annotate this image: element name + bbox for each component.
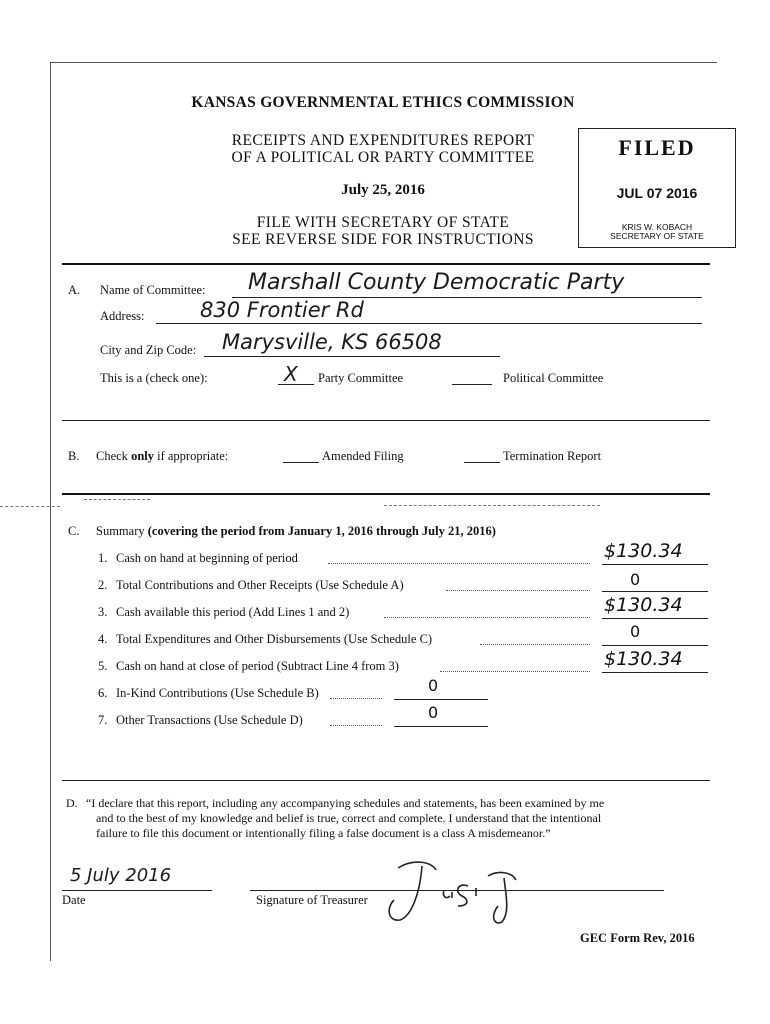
- termination-report-option: Termination Report: [503, 449, 602, 463]
- line-7-amount[interactable]: 0: [428, 703, 439, 722]
- amount-line: [602, 591, 708, 592]
- termination-check-line[interactable]: [464, 462, 500, 463]
- line-2-amount[interactable]: 0: [630, 570, 641, 589]
- amount-line: [394, 726, 488, 727]
- scan-mark: [384, 505, 600, 506]
- line-text: Cash on hand at close of period (Subtract Line 4 from 3): [116, 659, 399, 673]
- line-3-amount[interactable]: $130.34: [604, 594, 683, 616]
- file-instruction-line1: FILE WITH SECRETARY OF STATE: [256, 214, 510, 231]
- report-title-line2: OF A POLITICAL OR PARTY COMMITTEE: [231, 149, 535, 166]
- line-6-amount[interactable]: 0: [428, 676, 439, 695]
- amount-line: [602, 645, 708, 646]
- address-label: Address:: [100, 309, 145, 323]
- line-5-amount[interactable]: $130.34: [604, 648, 683, 670]
- report-date: July 25, 2016: [341, 182, 425, 198]
- amount-line: [602, 618, 708, 619]
- signature-date-value[interactable]: 5 July 2016: [70, 865, 172, 886]
- summary-heading: [96, 524, 496, 539]
- file-instruction-line2: SEE REVERSE SIDE FOR INSTRUCTIONS: [232, 231, 534, 248]
- political-check-line[interactable]: [452, 384, 492, 385]
- signature-line: [250, 890, 664, 891]
- date-label: Date: [62, 893, 86, 907]
- section-divider: [62, 420, 710, 421]
- leader-dots: [328, 563, 590, 564]
- amended-filing-option: Amended Filing: [322, 449, 404, 463]
- party-committee-option: Party Committee: [318, 371, 404, 385]
- line-4-amount[interactable]: 0: [630, 622, 641, 641]
- stamp-title: SECRETARY OF STATE: [610, 231, 704, 241]
- declaration-line2: and to the best of my knowledge and belief is true, correct and complete. I understand that the intentional: [96, 811, 602, 825]
- signature-label: Signature of Treasurer: [256, 893, 368, 907]
- section-d-letter: D.: [66, 796, 78, 810]
- stamp-date: JUL 07 2016: [616, 185, 698, 201]
- leader-dots: [384, 617, 590, 618]
- line-number: 3.: [98, 605, 108, 619]
- filed-stamp: [578, 128, 736, 248]
- committee-type-label: This is a (check one):: [100, 371, 208, 385]
- line-text: Total Contributions and Other Receipts (Use Schedule A): [116, 578, 404, 592]
- section-divider: [62, 780, 710, 781]
- scan-mark: [0, 506, 60, 507]
- section-divider: [62, 263, 710, 265]
- leader-dots: [330, 725, 382, 726]
- line-number: 5.: [98, 659, 108, 673]
- treasurer-signature[interactable]: [370, 856, 540, 928]
- committee-name-value[interactable]: Marshall County Democratic Party: [248, 270, 625, 295]
- political-committee-option: Political Committee: [503, 371, 604, 385]
- city-zip-label: City and Zip Code:: [100, 343, 197, 357]
- form-id: GEC Form Rev, 2016: [580, 931, 695, 945]
- line-text: In-Kind Contributions (Use Schedule B): [116, 686, 319, 700]
- line-text: Cash available this period (Add Lines 1 and 2): [116, 605, 350, 619]
- declaration-line3: failure to file this document or intentionally filing a false document is a class A misdemeanor.”: [96, 826, 551, 840]
- address-value[interactable]: 830 Frontier Rd: [200, 298, 364, 322]
- line-number: 7.: [98, 713, 108, 727]
- section-a-letter: A.: [68, 283, 81, 297]
- scan-mark: [84, 499, 150, 500]
- leader-dots: [446, 590, 590, 591]
- date-line: [62, 890, 212, 891]
- summary-label: Summary: [96, 524, 148, 538]
- agency-title: KANSAS GOVERNMENTAL ETHICS COMMISSION: [191, 94, 575, 111]
- check-suffix: if appropriate:: [154, 449, 229, 463]
- amount-line: [602, 564, 708, 565]
- city-zip-line: [204, 356, 500, 357]
- section-c-letter: C.: [68, 524, 80, 538]
- check-only: only: [131, 449, 154, 463]
- line-text: Cash on hand at beginning of period: [116, 551, 298, 565]
- section-divider: [62, 493, 710, 495]
- committee-name-label: Name of Committee:: [100, 283, 206, 297]
- line-1-amount[interactable]: $130.34: [604, 540, 683, 562]
- amount-line: [394, 699, 488, 700]
- stamp-signatory: [579, 223, 735, 241]
- party-checkmark[interactable]: X: [284, 362, 298, 386]
- line-text: Total Expenditures and Other Disbursements (Use Schedule C): [116, 632, 433, 646]
- line-number: 4.: [98, 632, 108, 646]
- amended-check-line[interactable]: [283, 462, 319, 463]
- line-number: 1.: [98, 551, 108, 565]
- check-prefix: Check: [96, 449, 132, 463]
- declaration-line1: “I declare that this report, including any accompanying schedules and statements, has been examined by me: [86, 796, 605, 810]
- leader-dots: [330, 698, 382, 699]
- stamp-filed-text: FILED: [618, 135, 696, 160]
- section-b-letter: B.: [68, 449, 80, 463]
- summary-period: (covering the period from January 1, 2016 through July 21, 2016): [147, 524, 496, 538]
- amount-line: [602, 672, 708, 673]
- line-text: Other Transactions (Use Schedule D): [116, 713, 303, 727]
- report-title-line1: RECEIPTS AND EXPENDITURES REPORT: [231, 132, 535, 149]
- leader-dots: [440, 671, 590, 672]
- line-number: 2.: [98, 578, 108, 592]
- leader-dots: [480, 644, 590, 645]
- stamp-name: KRIS W. KOBACH: [621, 222, 693, 232]
- address-line: [156, 323, 702, 324]
- section-b-label: [96, 449, 228, 464]
- line-number: 6.: [98, 686, 108, 700]
- city-zip-value[interactable]: Marysville, KS 66508: [222, 330, 442, 354]
